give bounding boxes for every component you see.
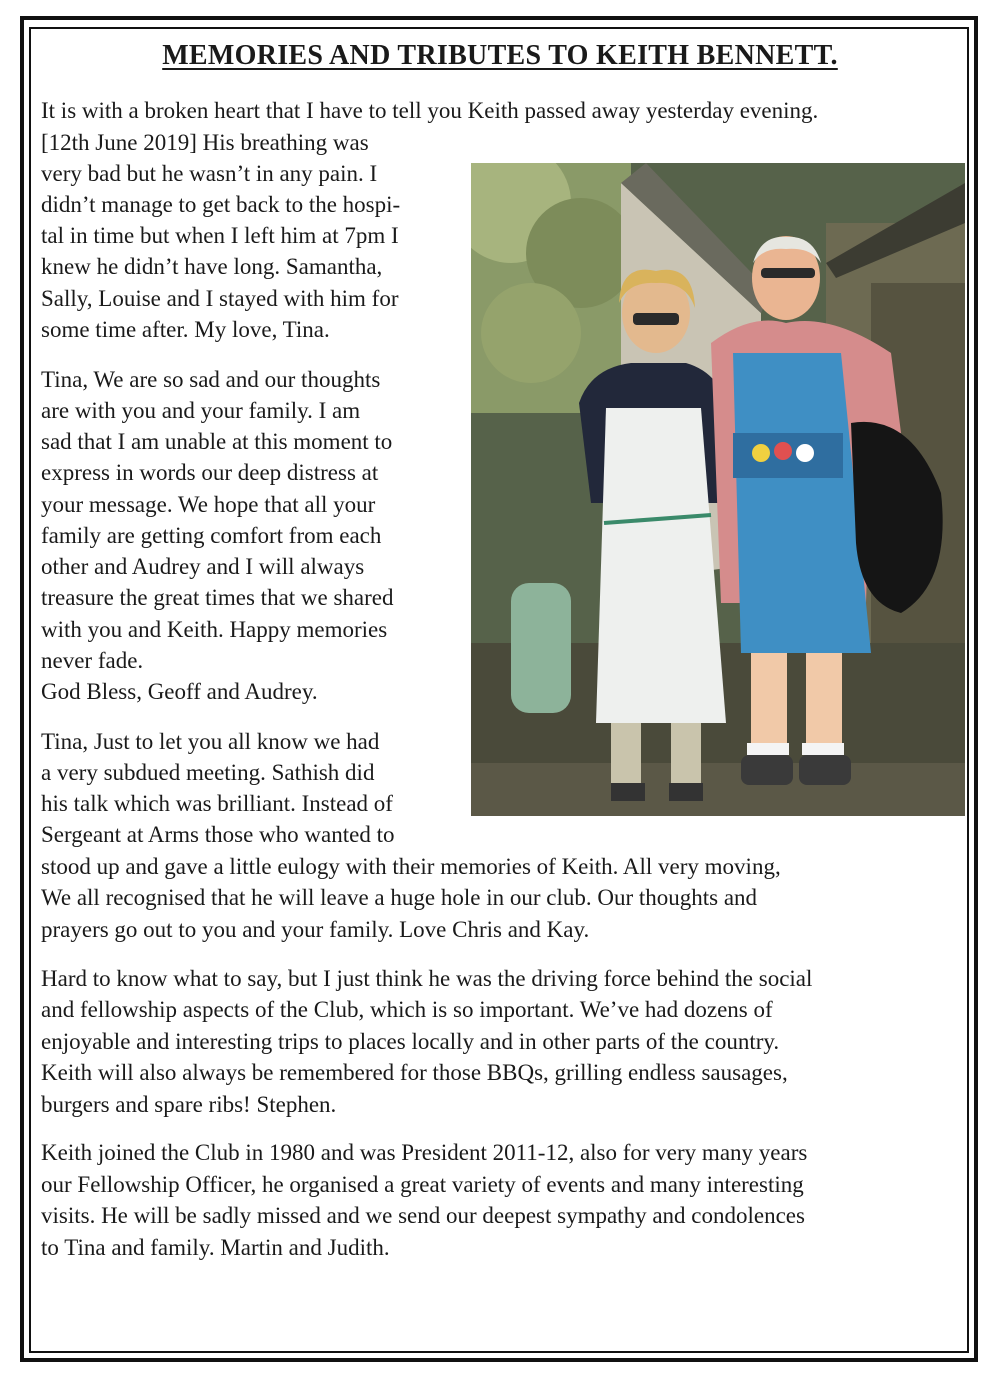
text-line: God Bless, Geoff and Audrey. <box>41 679 318 704</box>
text-line: Sergeant at Arms those who wanted to <box>41 822 395 847</box>
text-line: enjoyable and interesting trips to places locally and in other parts of the country. <box>41 1029 780 1054</box>
text-line: never fade. <box>41 648 144 673</box>
text-line: knew he didn’t have long. Samantha, <box>41 254 383 279</box>
text-line: your message. We hope that all your <box>41 492 376 517</box>
page-title <box>0 40 1000 72</box>
text-line: a very subdued meeting. Sathish did <box>41 760 375 785</box>
text-line: We all recognised that he will leave a huge hole in our club. Our thoughts and <box>41 885 758 910</box>
text-line: Keith joined the Club in 1980 and was President 2011-12, also for very many years <box>41 1140 808 1165</box>
text-line: family are getting comfort from each <box>41 523 382 548</box>
page-title-text: MEMORIES AND TRIBUTES TO KEITH BENNETT. <box>162 40 838 71</box>
text-line: Tina, We are so sad and our thoughts <box>41 367 381 392</box>
text-line: other and Audrey and I will always <box>41 554 365 579</box>
text-line: Sally, Louise and I stayed with him for <box>41 286 399 311</box>
text-line: express in words our deep distress at <box>41 460 379 485</box>
text-line: his talk which was brilliant. Instead of <box>41 791 393 816</box>
text-line: prayers go out to you and your family. Love Chris and Kay. <box>41 917 590 942</box>
text-line: treasure the great times that we shared <box>41 585 394 610</box>
text-line: very bad but he wasn’t in any pain. I <box>41 161 378 186</box>
text-line: burgers and spare ribs! Stephen. <box>41 1092 337 1117</box>
text-line: our Fellowship Officer, he organised a great variety of events and many interesting <box>41 1172 804 1197</box>
text-line: Keith will also always be remembered for those BBQs, grilling endless sausages, <box>41 1060 788 1085</box>
text-line: Tina, Just to let you all know we had <box>41 729 380 754</box>
text-line: visits. He will be sadly missed and we send our deepest sympathy and condolences <box>41 1203 805 1228</box>
text-line: tal in time but when I left him at 7pm I <box>41 223 399 248</box>
text-line: Hard to know what to say, but I just think he was the driving force behind the social <box>41 966 813 991</box>
text-line: to Tina and family. Martin and Judith. <box>41 1235 390 1260</box>
text-line: It is with a broken heart that I have to tell you Keith passed away yesterday evening. <box>41 98 819 123</box>
text-line: some time after. My love, Tina. <box>41 317 330 342</box>
couple-photo <box>471 163 965 816</box>
text-line: stood up and gave a little eulogy with their memories of Keith. All very moving, <box>41 854 781 879</box>
text-line: [12th June 2019] His breathing was <box>41 130 369 155</box>
text-line: are with you and your family. I am <box>41 398 361 423</box>
text-line: and fellowship aspects of the Club, which is so important. We’ve had dozens of <box>41 997 773 1022</box>
text-line: didn’t manage to get back to the hospi- <box>41 192 401 217</box>
text-line: with you and Keith. Happy memories <box>41 617 388 642</box>
text-line: sad that I am unable at this moment to <box>41 429 393 454</box>
